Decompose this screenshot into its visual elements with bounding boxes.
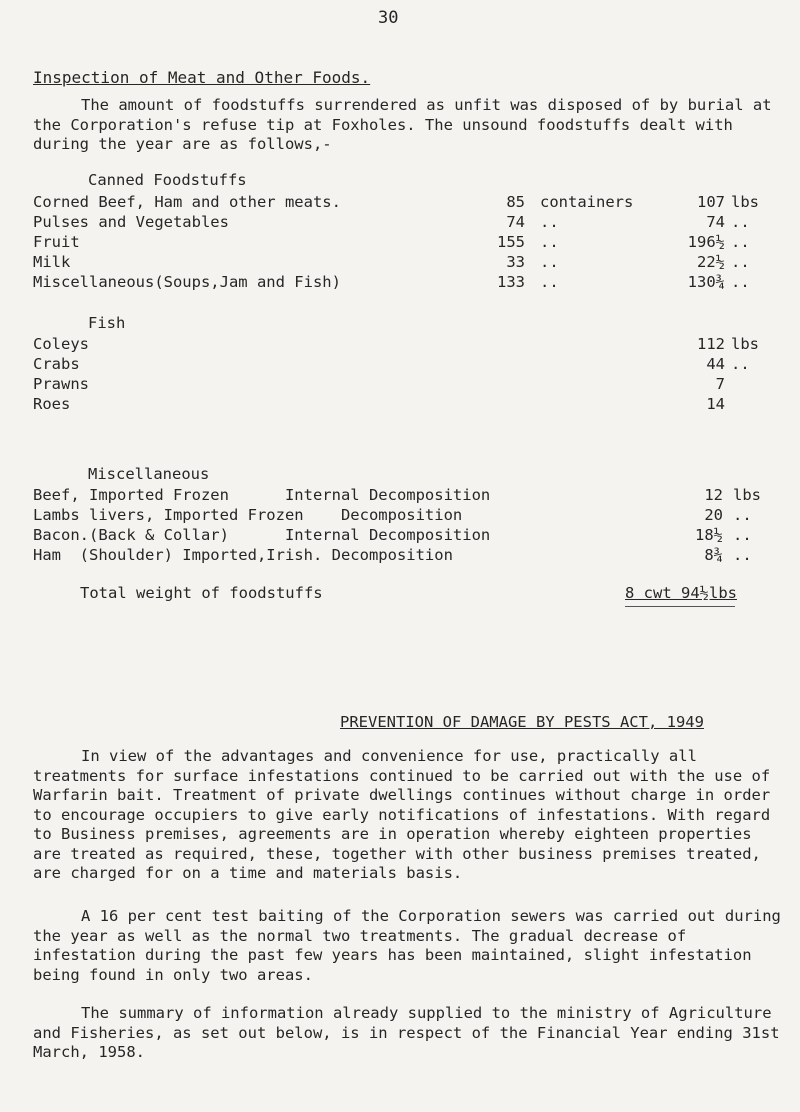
weight-unit: lbs [731,193,759,211]
weight-value: 130¾ [687,273,725,291]
paragraph-2 [33,907,781,985]
weight-value: 44 [706,355,725,373]
container-unit: .. [540,273,559,291]
canned-row [33,253,793,273]
item-name: Fruit [33,233,80,251]
weight-value: 7 [715,375,725,393]
total-value: 8 cwt 94½lbs [625,584,737,602]
canned-row [33,193,793,213]
intro-paragraph [33,96,781,155]
weight-unit: .. [731,213,750,231]
canned-row [33,273,793,293]
weight-unit: .. [731,233,750,251]
weight-value: 18½ [695,526,723,544]
act-title: PREVENTION OF DAMAGE BY PESTS ACT, 1949 [340,713,704,731]
container-count: 155 [497,233,525,251]
item-name: Corned Beef, Ham and other meats. [33,193,341,211]
misc-row [33,506,793,526]
paragraph-1-text: In view of the advantages and convenience for use, practically all treatments for surface infestations continued to be carried out with the use of Warfarin bait. Treatment of private dwellings continues without charge in order to encourage occupiers to give early notifications of infestations. With regard to Business premises, agreements are in operation whereby eighteen properties are treated as required, these, together with other business premises treated, are charged for on a time and materials basis. [33,747,771,882]
canned-title: Canned Foodstuffs [88,171,247,189]
section-heading: Inspection of Meat and Other Foods. [33,68,371,87]
weight-value: 14 [706,395,725,413]
container-count: 85 [506,193,525,211]
weight-unit: lbs [731,335,759,353]
weight-value: 74 [706,213,725,231]
misc-item-name: Ham (Shoulder) Imported,Irish. Decomposition [33,546,453,564]
misc-title: Miscellaneous [88,465,210,483]
fish-name: Crabs [33,355,80,373]
misc-row [33,526,793,546]
fish-name: Coleys [33,335,89,353]
weight-value: 12 [704,486,723,504]
container-unit: .. [540,213,559,231]
weight-unit: .. [731,355,750,373]
paragraph-1 [33,747,781,884]
fish-row [33,375,793,395]
container-count: 74 [506,213,525,231]
misc-item-name: Bacon.(Back & Collar) Internal Decomposition [33,526,491,544]
weight-value: 22½ [697,253,725,271]
container-unit: .. [540,253,559,271]
intro-text: The amount of foodstuffs surrendered as unfit was disposed of by burial at the Corporation's refuse tip at Foxholes. The unsound foodstuffs dealt with during the year are as follows,- [33,96,772,153]
page-number: 30 [378,8,399,28]
weight-value: 20 [704,506,723,524]
weight-value: 107 [697,193,725,211]
container-unit: containers [540,193,634,211]
item-name: Pulses and Vegetables [33,213,229,231]
fish-row [33,395,793,415]
weight-unit: .. [731,253,750,271]
canned-row [33,213,793,233]
fish-row [33,335,793,355]
container-count: 133 [497,273,525,291]
total-double-rule [625,606,735,607]
paragraph-3 [33,1004,781,1063]
fish-name: Prawns [33,375,89,393]
misc-row [33,486,793,506]
item-name: Milk [33,253,71,271]
weight-unit: .. [733,526,752,544]
fish-row [33,355,793,375]
weight-unit: .. [733,546,752,564]
weight-unit: lbs [733,486,761,504]
weight-unit: .. [733,506,752,524]
fish-name: Roes [33,395,71,413]
weight-value: 112 [697,335,725,353]
misc-item-name: Beef, Imported Frozen Internal Decomposition [33,486,491,504]
item-name: Miscellaneous(Soups,Jam and Fish) [33,273,341,291]
container-unit: .. [540,233,559,251]
weight-value: 8¾ [704,546,723,564]
paragraph-3-text: The summary of information already supplied to the ministry of Agriculture and Fisheries, as set out below, is in respect of the Financial Year ending 31st March, 1958. [33,1004,780,1061]
weight-unit: .. [731,273,750,291]
weight-value: 196½ [687,233,725,251]
misc-item-name: Lambs livers, Imported Frozen Decomposition [33,506,463,524]
fish-title: Fish [88,314,126,332]
misc-row [33,546,793,566]
canned-row [33,233,793,253]
total-label: Total weight of foodstuffs [80,584,323,602]
paragraph-2-text: A 16 per cent test baiting of the Corporation sewers was carried out during the year as well as the normal two treatments. The gradual decrease of infestation during the past few years has been maintained, slight infestation being found in only two areas. [33,907,781,984]
container-count: 33 [506,253,525,271]
